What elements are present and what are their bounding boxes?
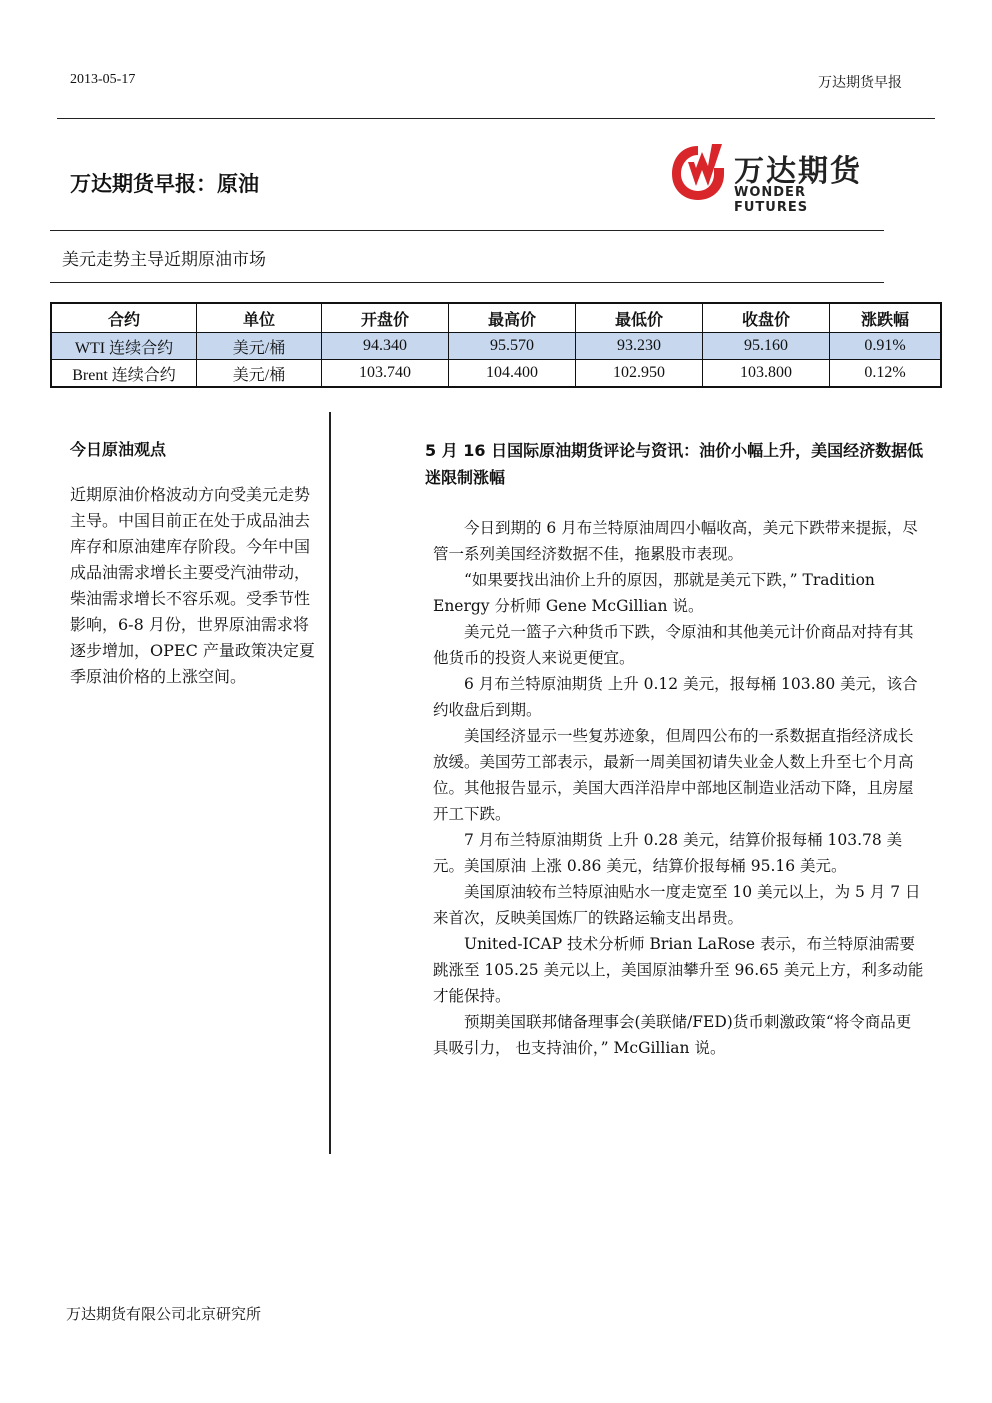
cell-low: 93.230 bbox=[576, 333, 703, 360]
page-title: 万达期货早报：原油 bbox=[70, 172, 259, 196]
news-paragraph: 预期美国联邦储备理事会(美联储/FED)货币刺激政策“将令商品更具吸引力， 也支持油价，” McGillian 说。 bbox=[433, 1013, 912, 1057]
news-paragraph: 美国经济显示一些复苏迹象，但周四公布的一系数据直指经济成长放缓。美国劳工部表示，最新一周美国初请失业金人数上升至七个月高位。其他报告显示，美国大西洋沿岸中部地区制造业活动下降，且房屋开工下跌。 bbox=[433, 727, 914, 823]
report-subtitle: 美元走势主导近期原油市场 bbox=[62, 250, 266, 270]
footer-company: 万达期货有限公司北京研究所 bbox=[66, 1305, 262, 1323]
logo-english-name: WONDER FUTURES bbox=[734, 185, 809, 215]
news-paragraph: “如果要找出油价上升的原因，那就是美元下跌，” Tradition Energy 分析师 Gene McGillian 说。 bbox=[433, 571, 875, 615]
subtitle-rule bbox=[50, 282, 884, 283]
header-rule bbox=[57, 118, 935, 119]
wonder-logo-icon bbox=[668, 140, 728, 204]
cell-open: 94.340 bbox=[322, 333, 449, 360]
table-row bbox=[51, 360, 941, 388]
outlook-section bbox=[70, 437, 322, 690]
news-section bbox=[425, 437, 925, 1061]
cell-low: 102.950 bbox=[576, 360, 703, 388]
cell-unit: 美元/桶 bbox=[197, 360, 322, 388]
col-header-unit: 单位 bbox=[197, 303, 322, 333]
cell-open: 103.740 bbox=[322, 360, 449, 388]
title-rule bbox=[50, 230, 884, 231]
news-paragraph: 美国原油较布兰特原油贴水一度走宽至 10 美元以上，为 5 月 7 日来首次，反映美国炼厂的铁路运输支出昂贵。 bbox=[433, 883, 921, 927]
col-header-open: 开盘价 bbox=[322, 303, 449, 333]
report-name: 万达期货早报 bbox=[818, 75, 902, 91]
news-paragraph: 今日到期的 6 月布兰特原油周四小幅收高，美元下跌带来提振，尽管一系列美国经济数据不佳，拖累股市表现。 bbox=[433, 519, 918, 563]
col-header-contract: 合约 bbox=[51, 303, 197, 333]
cell-contract: WTI 连续合约 bbox=[51, 333, 197, 360]
quote-table-header bbox=[51, 303, 941, 333]
col-header-high: 最高价 bbox=[449, 303, 576, 333]
cell-high: 95.570 bbox=[449, 333, 576, 360]
col-header-close: 收盘价 bbox=[703, 303, 830, 333]
news-heading: 5 月 16 日国际原油期货评论与资讯：油价小幅上升，美国经济数据低迷限制涨幅 bbox=[425, 441, 924, 487]
company-logo bbox=[668, 140, 878, 215]
cell-high: 104.400 bbox=[449, 360, 576, 388]
col-header-low: 最低价 bbox=[576, 303, 703, 333]
table-row bbox=[51, 333, 941, 360]
news-paragraph: 6 月布兰特原油期货 上升 0.12 美元，报每桶 103.80 美元，该合约收盘后到期。 bbox=[433, 675, 918, 719]
report-date: 2013-05-17 bbox=[70, 72, 136, 87]
cell-close: 103.800 bbox=[703, 360, 830, 388]
column-divider bbox=[329, 412, 331, 1154]
quote-table bbox=[50, 302, 942, 388]
logo-chinese-name: 万达期货 bbox=[734, 154, 862, 189]
cell-change: 0.12% bbox=[830, 360, 942, 388]
cell-contract: Brent 连续合约 bbox=[51, 360, 197, 388]
cell-change: 0.91% bbox=[830, 333, 942, 360]
outlook-paragraph: 近期原油价格波动方向受美元走势主导。中国目前正在处于成品油去库存和原油建库存阶段。今年中国成品油需求增长主要受汽油带动，柴油需求增长不容乐观。受季节性影响，6-8 月份，世界原油需求将逐步增加，OPEC 产量政策决定夏季原油价格的上涨空间。 bbox=[70, 485, 315, 686]
cell-close: 95.160 bbox=[703, 333, 830, 360]
cell-unit: 美元/桶 bbox=[197, 333, 322, 360]
col-header-change: 涨跌幅 bbox=[830, 303, 942, 333]
news-paragraph: 美元兑一篮子六种货币下跌，令原油和其他美元计价商品对持有其他货币的投资人来说更便宜。 bbox=[433, 623, 914, 667]
news-paragraph: 7 月布兰特原油期货 上升 0.28 美元，结算价报每桶 103.78 美元。美国原油 上涨 0.86 美元，结算价报每桶 95.16 美元。 bbox=[433, 831, 903, 875]
news-paragraph: United-ICAP 技术分析师 Brian LaRose 表示，布兰特原油需要跳涨至 105.25 美元以上，美国原油攀升至 96.65 美元上方，利多动能才能保持。 bbox=[433, 935, 924, 1005]
outlook-heading: 今日原油观点 bbox=[70, 440, 167, 459]
